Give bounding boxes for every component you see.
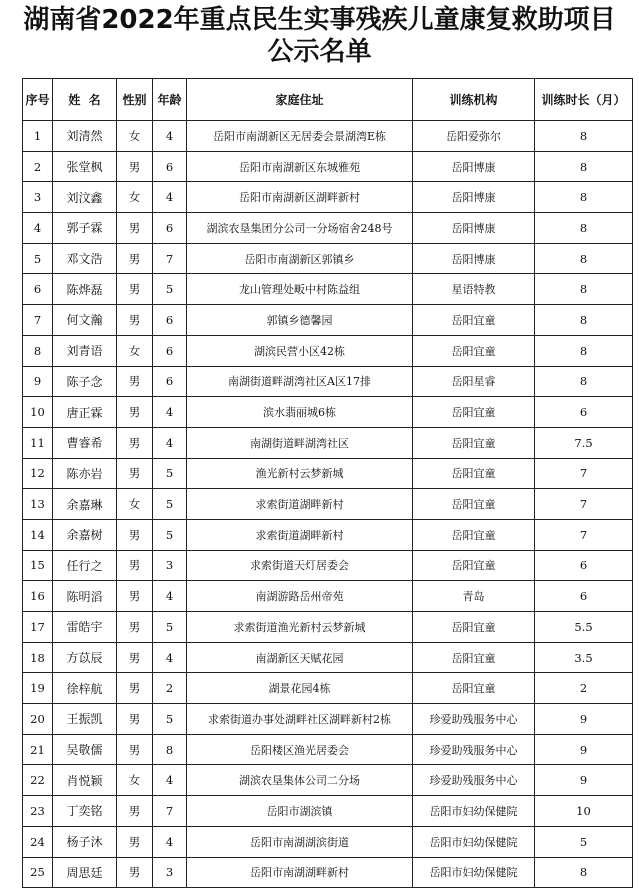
cell-name: 张堂枫 bbox=[53, 151, 117, 182]
cell-duration: 7 bbox=[535, 489, 633, 520]
header-gender: 性别 bbox=[117, 79, 153, 121]
cell-seq: 24 bbox=[23, 826, 53, 857]
cell-name: 周思廷 bbox=[53, 857, 117, 888]
cell-name: 刘青语 bbox=[53, 335, 117, 366]
cell-duration: 8 bbox=[535, 213, 633, 244]
cell-address: 南湖游路岳州帝苑 bbox=[187, 581, 413, 612]
cell-org: 珍爱助残服务中心 bbox=[413, 765, 535, 796]
cell-seq: 19 bbox=[23, 673, 53, 704]
cell-gender: 男 bbox=[117, 243, 153, 274]
header-name: 姓 名 bbox=[53, 79, 117, 121]
cell-gender: 男 bbox=[117, 427, 153, 458]
cell-gender: 男 bbox=[117, 458, 153, 489]
cell-gender: 女 bbox=[117, 121, 153, 152]
cell-seq: 15 bbox=[23, 550, 53, 581]
table-row bbox=[23, 458, 633, 489]
cell-org: 岳阳博康 bbox=[413, 243, 535, 274]
cell-org: 岳阳宜童 bbox=[413, 427, 535, 458]
table-row bbox=[23, 857, 633, 888]
cell-name: 丁奕铭 bbox=[53, 796, 117, 827]
cell-address: 求索街道湖畔新村 bbox=[187, 489, 413, 520]
cell-name: 陈烨磊 bbox=[53, 274, 117, 305]
table-row bbox=[23, 612, 633, 643]
table-row bbox=[23, 826, 633, 857]
cell-seq: 13 bbox=[23, 489, 53, 520]
cell-age: 6 bbox=[153, 151, 187, 182]
cell-address: 岳阳市南湖新区东城雅苑 bbox=[187, 151, 413, 182]
cell-name: 唐正霖 bbox=[53, 397, 117, 428]
cell-org: 岳阳博康 bbox=[413, 213, 535, 244]
table-row bbox=[23, 213, 633, 244]
table-row bbox=[23, 704, 633, 735]
cell-org: 岳阳宜童 bbox=[413, 489, 535, 520]
cell-org: 岳阳宜童 bbox=[413, 458, 535, 489]
cell-org: 青岛 bbox=[413, 581, 535, 612]
cell-gender: 男 bbox=[117, 274, 153, 305]
cell-address: 求索街道办事处湖畔社区湖畔新村2栋 bbox=[187, 704, 413, 735]
cell-duration: 6 bbox=[535, 550, 633, 581]
cell-gender: 女 bbox=[117, 765, 153, 796]
cell-duration: 8 bbox=[535, 151, 633, 182]
cell-seq: 21 bbox=[23, 734, 53, 765]
cell-seq: 12 bbox=[23, 458, 53, 489]
cell-address: 湖景花园4栋 bbox=[187, 673, 413, 704]
cell-seq: 1 bbox=[23, 121, 53, 152]
cell-address: 郭镇乡德馨园 bbox=[187, 305, 413, 336]
cell-name: 何文瀚 bbox=[53, 305, 117, 336]
cell-gender: 男 bbox=[117, 550, 153, 581]
cell-address: 湖滨农垦集团分公司一分场宿舍248号 bbox=[187, 213, 413, 244]
table-header-row bbox=[23, 79, 633, 121]
cell-gender: 男 bbox=[117, 612, 153, 643]
cell-seq: 8 bbox=[23, 335, 53, 366]
table-row bbox=[23, 121, 633, 152]
cell-age: 6 bbox=[153, 213, 187, 244]
table-row bbox=[23, 427, 633, 458]
cell-age: 3 bbox=[153, 550, 187, 581]
table-row bbox=[23, 734, 633, 765]
cell-seq: 6 bbox=[23, 274, 53, 305]
cell-name: 陈子念 bbox=[53, 366, 117, 397]
cell-org: 岳阳宜童 bbox=[413, 519, 535, 550]
cell-gender: 男 bbox=[117, 519, 153, 550]
cell-seq: 10 bbox=[23, 397, 53, 428]
cell-gender: 男 bbox=[117, 642, 153, 673]
cell-age: 3 bbox=[153, 857, 187, 888]
cell-name: 余嘉树 bbox=[53, 519, 117, 550]
table-row bbox=[23, 796, 633, 827]
cell-age: 6 bbox=[153, 305, 187, 336]
header-duration: 训练时长（月） bbox=[535, 79, 633, 121]
cell-seq: 3 bbox=[23, 182, 53, 213]
cell-seq: 14 bbox=[23, 519, 53, 550]
cell-seq: 18 bbox=[23, 642, 53, 673]
cell-address: 南湖街道畔湖湾社区A区17排 bbox=[187, 366, 413, 397]
cell-age: 8 bbox=[153, 734, 187, 765]
roster-table bbox=[22, 78, 633, 888]
cell-age: 4 bbox=[153, 427, 187, 458]
cell-duration: 6 bbox=[535, 581, 633, 612]
cell-seq: 16 bbox=[23, 581, 53, 612]
cell-duration: 7.5 bbox=[535, 427, 633, 458]
cell-org: 珍爱助残服务中心 bbox=[413, 734, 535, 765]
cell-org: 岳阳博康 bbox=[413, 182, 535, 213]
cell-duration: 8 bbox=[535, 305, 633, 336]
cell-org: 岳阳市妇幼保健院 bbox=[413, 826, 535, 857]
cell-name: 刘汶鑫 bbox=[53, 182, 117, 213]
cell-name: 陈亦岩 bbox=[53, 458, 117, 489]
cell-age: 4 bbox=[153, 642, 187, 673]
cell-gender: 男 bbox=[117, 366, 153, 397]
cell-address: 滨水翡丽城6栋 bbox=[187, 397, 413, 428]
cell-age: 2 bbox=[153, 673, 187, 704]
cell-age: 5 bbox=[153, 704, 187, 735]
table-row bbox=[23, 366, 633, 397]
cell-address: 求索街道渔光新村云梦新城 bbox=[187, 612, 413, 643]
cell-address: 岳阳市湖滨镇 bbox=[187, 796, 413, 827]
cell-gender: 男 bbox=[117, 397, 153, 428]
header-org: 训练机构 bbox=[413, 79, 535, 121]
cell-seq: 9 bbox=[23, 366, 53, 397]
table-row bbox=[23, 335, 633, 366]
cell-org: 岳阳博康 bbox=[413, 151, 535, 182]
table-row bbox=[23, 765, 633, 796]
cell-seq: 23 bbox=[23, 796, 53, 827]
cell-seq: 25 bbox=[23, 857, 53, 888]
cell-gender: 男 bbox=[117, 734, 153, 765]
cell-age: 4 bbox=[153, 581, 187, 612]
table-row bbox=[23, 673, 633, 704]
cell-gender: 男 bbox=[117, 857, 153, 888]
cell-org: 岳阳宜童 bbox=[413, 305, 535, 336]
table-row bbox=[23, 489, 633, 520]
cell-gender: 男 bbox=[117, 305, 153, 336]
cell-gender: 男 bbox=[117, 151, 153, 182]
cell-org: 星语特教 bbox=[413, 274, 535, 305]
cell-org: 珍爱助残服务中心 bbox=[413, 704, 535, 735]
cell-org: 岳阳星睿 bbox=[413, 366, 535, 397]
cell-gender: 男 bbox=[117, 213, 153, 244]
cell-address: 岳阳市南湖新区郭镇乡 bbox=[187, 243, 413, 274]
cell-duration: 8 bbox=[535, 182, 633, 213]
cell-age: 5 bbox=[153, 519, 187, 550]
cell-seq: 17 bbox=[23, 612, 53, 643]
cell-age: 5 bbox=[153, 458, 187, 489]
cell-age: 6 bbox=[153, 366, 187, 397]
cell-org: 岳阳宜童 bbox=[413, 550, 535, 581]
document-title bbox=[0, 4, 639, 68]
cell-address: 求索街道湖畔新村 bbox=[187, 519, 413, 550]
cell-name: 吴敬儒 bbox=[53, 734, 117, 765]
cell-address: 岳阳市南湖湖滨街道 bbox=[187, 826, 413, 857]
cell-name: 方苡辰 bbox=[53, 642, 117, 673]
cell-duration: 5.5 bbox=[535, 612, 633, 643]
cell-gender: 男 bbox=[117, 796, 153, 827]
table-row bbox=[23, 274, 633, 305]
cell-org: 岳阳宜童 bbox=[413, 642, 535, 673]
cell-duration: 10 bbox=[535, 796, 633, 827]
cell-duration: 6 bbox=[535, 397, 633, 428]
cell-seq: 20 bbox=[23, 704, 53, 735]
cell-duration: 7 bbox=[535, 519, 633, 550]
cell-org: 岳阳市妇幼保健院 bbox=[413, 857, 535, 888]
cell-name: 刘清然 bbox=[53, 121, 117, 152]
table-row bbox=[23, 581, 633, 612]
cell-name: 郭子霖 bbox=[53, 213, 117, 244]
cell-duration: 3.5 bbox=[535, 642, 633, 673]
cell-gender: 女 bbox=[117, 335, 153, 366]
cell-duration: 8 bbox=[535, 274, 633, 305]
title-line-1: 湖南省2022年重点民生实事残疾儿童康复救助项目 bbox=[23, 5, 616, 35]
cell-age: 4 bbox=[153, 121, 187, 152]
cell-seq: 22 bbox=[23, 765, 53, 796]
cell-age: 5 bbox=[153, 489, 187, 520]
cell-seq: 4 bbox=[23, 213, 53, 244]
table-row bbox=[23, 243, 633, 274]
title-line-2: 公示名单 bbox=[267, 37, 372, 67]
cell-seq: 7 bbox=[23, 305, 53, 336]
table-row bbox=[23, 397, 633, 428]
cell-duration: 8 bbox=[535, 857, 633, 888]
cell-duration: 8 bbox=[535, 366, 633, 397]
cell-address: 岳阳市南湖湖畔新村 bbox=[187, 857, 413, 888]
cell-address: 湖滨民营小区42栋 bbox=[187, 335, 413, 366]
cell-age: 4 bbox=[153, 826, 187, 857]
cell-name: 雷皓宇 bbox=[53, 612, 117, 643]
cell-org: 岳阳市妇幼保健院 bbox=[413, 796, 535, 827]
cell-gender: 男 bbox=[117, 826, 153, 857]
cell-name: 王振凯 bbox=[53, 704, 117, 735]
cell-address: 岳阳市南湖新区无居委会景湖湾E栋 bbox=[187, 121, 413, 152]
cell-duration: 8 bbox=[535, 335, 633, 366]
cell-duration: 8 bbox=[535, 243, 633, 274]
cell-age: 4 bbox=[153, 397, 187, 428]
cell-age: 5 bbox=[153, 274, 187, 305]
cell-address: 南湖街道畔湖湾社区 bbox=[187, 427, 413, 458]
cell-address: 南湖新区天赋花园 bbox=[187, 642, 413, 673]
cell-gender: 男 bbox=[117, 581, 153, 612]
cell-duration: 9 bbox=[535, 704, 633, 735]
cell-gender: 女 bbox=[117, 182, 153, 213]
cell-gender: 男 bbox=[117, 704, 153, 735]
cell-duration: 5 bbox=[535, 826, 633, 857]
cell-name: 任行之 bbox=[53, 550, 117, 581]
cell-age: 5 bbox=[153, 612, 187, 643]
cell-name: 肖悦颖 bbox=[53, 765, 117, 796]
table-row bbox=[23, 642, 633, 673]
table-row bbox=[23, 182, 633, 213]
cell-name: 曹睿希 bbox=[53, 427, 117, 458]
cell-org: 岳阳宜童 bbox=[413, 335, 535, 366]
cell-duration: 7 bbox=[535, 458, 633, 489]
cell-name: 徐梓航 bbox=[53, 673, 117, 704]
cell-address: 龙山管理处畈中村陈益组 bbox=[187, 274, 413, 305]
cell-name: 邓文浩 bbox=[53, 243, 117, 274]
cell-seq: 5 bbox=[23, 243, 53, 274]
cell-age: 4 bbox=[153, 182, 187, 213]
cell-name: 余嘉琳 bbox=[53, 489, 117, 520]
cell-org: 岳阳宜童 bbox=[413, 673, 535, 704]
cell-seq: 2 bbox=[23, 151, 53, 182]
table-row bbox=[23, 305, 633, 336]
cell-age: 6 bbox=[153, 335, 187, 366]
cell-address: 岳阳楼区渔光居委会 bbox=[187, 734, 413, 765]
table-row bbox=[23, 519, 633, 550]
cell-age: 4 bbox=[153, 765, 187, 796]
cell-seq: 11 bbox=[23, 427, 53, 458]
cell-age: 7 bbox=[153, 796, 187, 827]
cell-gender: 女 bbox=[117, 489, 153, 520]
cell-address: 岳阳市南湖新区湖畔新村 bbox=[187, 182, 413, 213]
cell-age: 7 bbox=[153, 243, 187, 274]
table-row bbox=[23, 550, 633, 581]
header-age: 年龄 bbox=[153, 79, 187, 121]
cell-address: 湖滨农垦集体公司二分场 bbox=[187, 765, 413, 796]
header-address: 家庭住址 bbox=[187, 79, 413, 121]
cell-org: 岳阳宜童 bbox=[413, 612, 535, 643]
table-body bbox=[23, 121, 633, 888]
cell-duration: 9 bbox=[535, 734, 633, 765]
cell-address: 求索街道天灯居委会 bbox=[187, 550, 413, 581]
cell-name: 陈明滔 bbox=[53, 581, 117, 612]
cell-duration: 8 bbox=[535, 121, 633, 152]
cell-org: 岳阳爱弥尔 bbox=[413, 121, 535, 152]
header-seq: 序号 bbox=[23, 79, 53, 121]
cell-address: 渔光新村云梦新城 bbox=[187, 458, 413, 489]
cell-gender: 男 bbox=[117, 673, 153, 704]
table-row bbox=[23, 151, 633, 182]
cell-duration: 9 bbox=[535, 765, 633, 796]
cell-duration: 2 bbox=[535, 673, 633, 704]
cell-name: 杨子沐 bbox=[53, 826, 117, 857]
cell-org: 岳阳宜童 bbox=[413, 397, 535, 428]
